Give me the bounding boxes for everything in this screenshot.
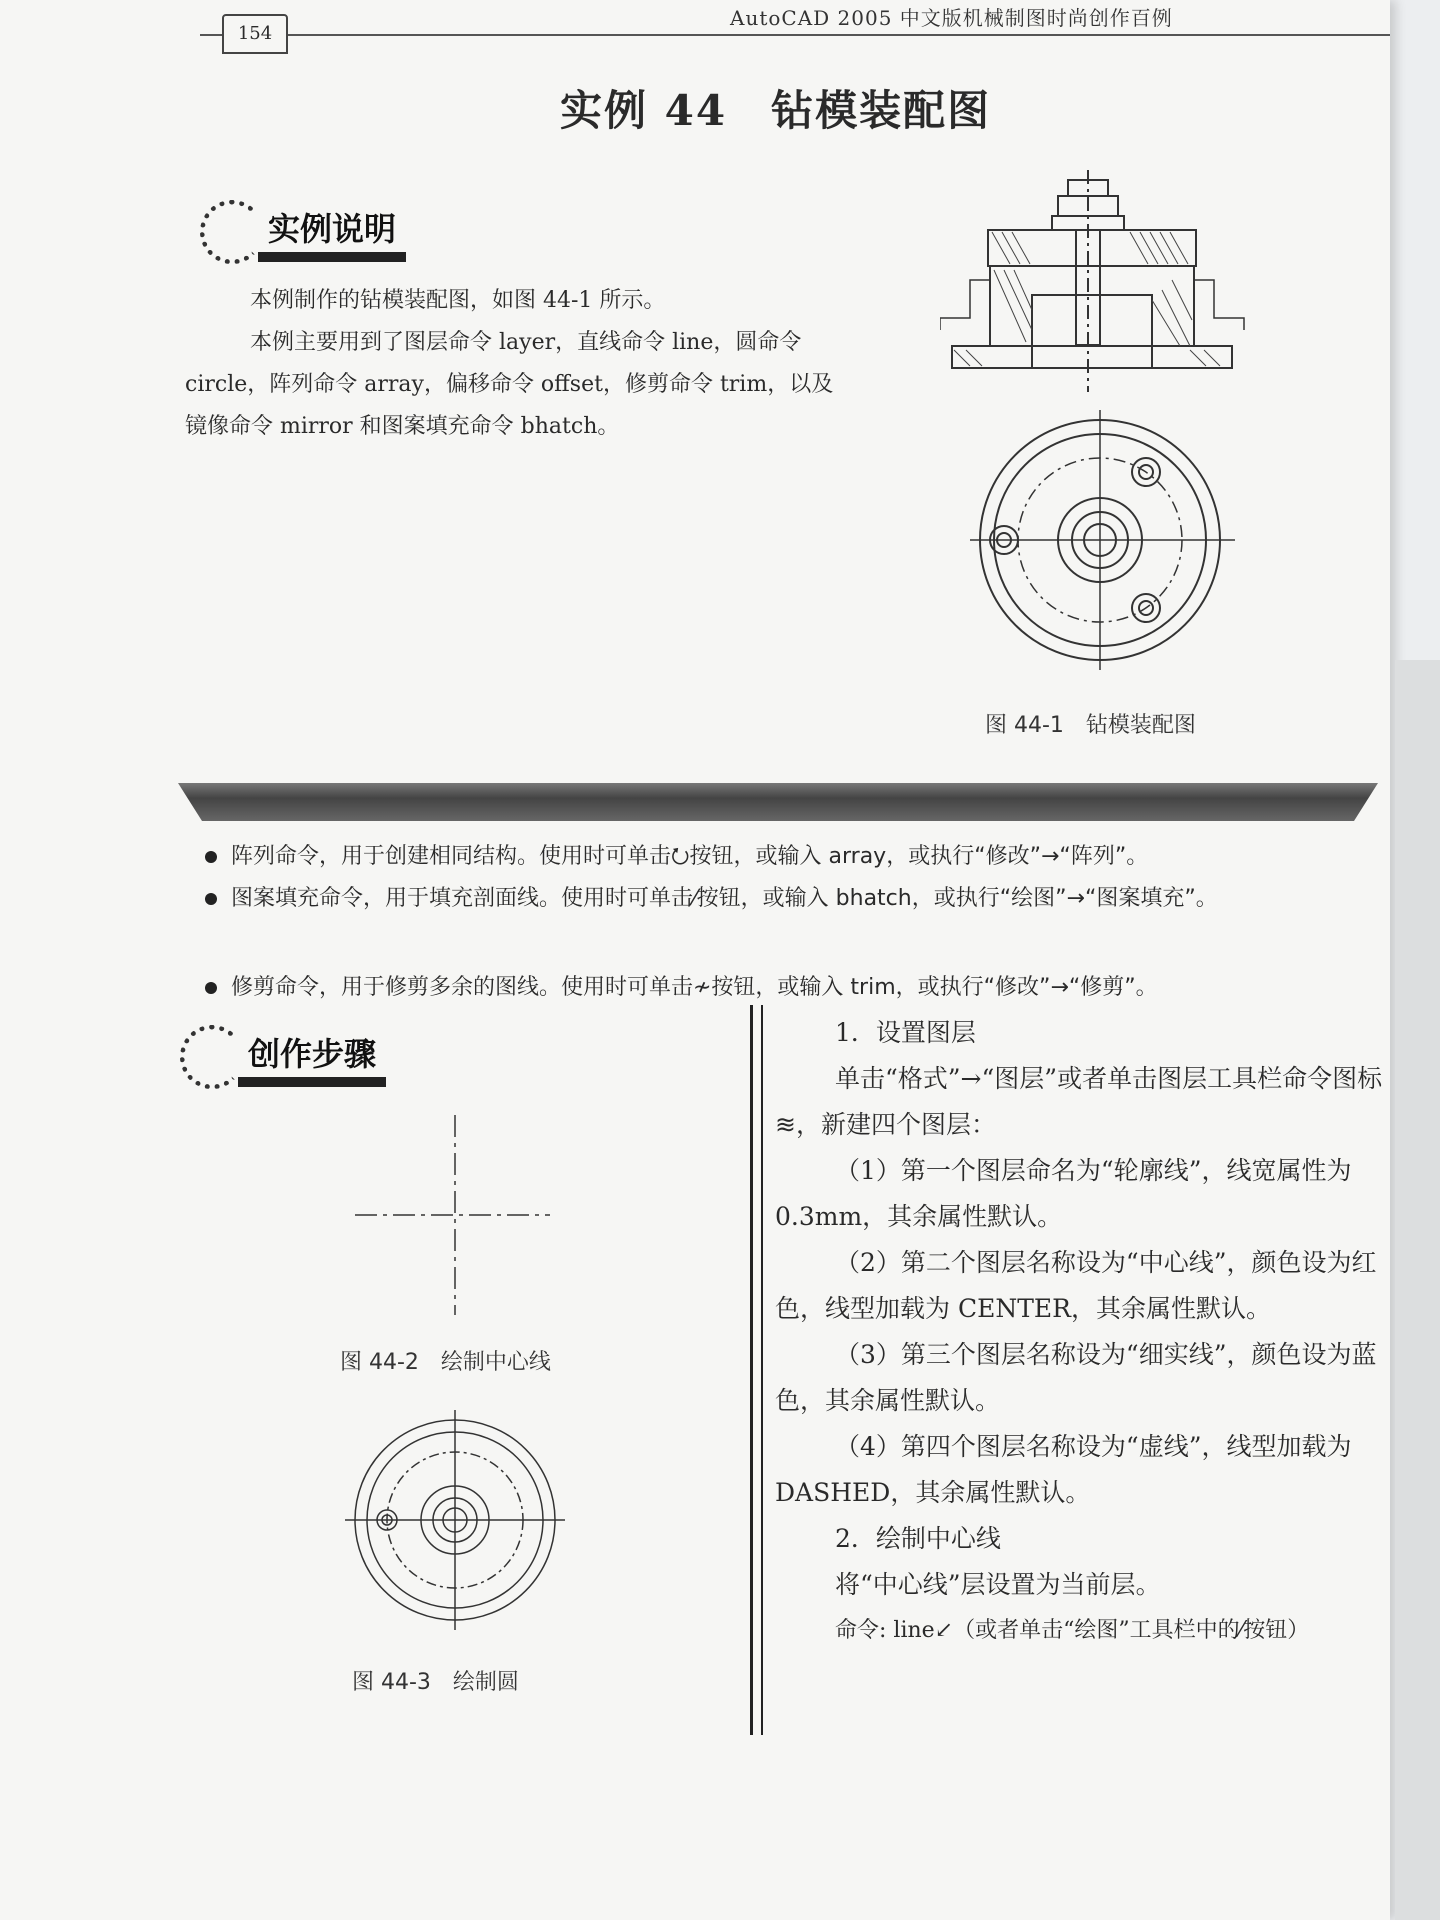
page-title: 实例 44 钻模装配图: [560, 86, 992, 135]
column-rule: [750, 1005, 763, 1735]
intro-paragraph-1: 本例制作的钻模装配图，如图 44-1 所示。: [250, 288, 666, 313]
section-divider: [178, 783, 1378, 821]
layer-4-text: （4）第四个图层名称设为“虚线”，线型加载为 DASHED，其余属性默认。: [775, 1432, 1352, 1507]
section-tag-example: [200, 200, 406, 264]
bullet-text: 修剪命令，用于修剪多余的图线。使用时可单击≁按钮，或输入 trim，或执行“修改”→“修剪”。: [231, 975, 1158, 1000]
book-title: AutoCAD 2005 中文版机械制图时尚创作百例: [730, 6, 1173, 30]
bullet-dot: [205, 982, 217, 994]
section-label: 创作步骤: [238, 1027, 386, 1087]
section-label: 实例说明: [258, 202, 406, 262]
step-1-intro: 单击“格式”→“图层”或者单击图层工具栏命令图标≋，新建四个图层：: [775, 1064, 1383, 1139]
layer-1-text: （1）第一个图层命名为“轮廓线”，线宽属性为 0.3mm，其余属性默认。: [775, 1156, 1352, 1231]
swirl-icon: [180, 1025, 244, 1089]
bullet-array: [205, 835, 1375, 879]
page-edge: [1395, 660, 1440, 1920]
figure-44-3-caption: 图 44-3 绘制圆: [352, 1670, 519, 1695]
page-header: [200, 0, 1390, 36]
steps-column: [775, 1010, 1385, 1654]
layer-2-text: （2）第二个图层名称设为“中心线”，颜色设为红色，线型加载为 CENTER，其余属性默认。: [775, 1248, 1377, 1323]
bullet-text: 阵列命令，用于创建相同结构。使用时可单击⭮按钮，或输入 array，或执行“修改”→“阵列”。: [231, 844, 1149, 869]
command-line: 命令: line↙（或者单击“绘图”工具栏中的⁄按钮）: [835, 1618, 1310, 1643]
bullet-text: 图案填充命令，用于填充剖面线。使用时可单击⁄按钮，或输入 bhatch，或执行“绘图”→“图案填充”。: [231, 886, 1218, 911]
figure-44-2-caption: 图 44-2 绘制中心线: [340, 1350, 551, 1375]
page-number: 154: [222, 14, 288, 54]
bullet-dot: [205, 851, 217, 863]
layer-3-text: （3）第三个图层名称设为“细实线”，颜色设为蓝色，其余属性默认。: [775, 1340, 1377, 1415]
step-2-title: 2．绘制中心线: [835, 1524, 1001, 1553]
section-tag-steps: [180, 1025, 386, 1089]
bullet-dot: [205, 893, 217, 905]
figure-44-1-drawing: [940, 170, 1260, 690]
swirl-icon: [200, 200, 264, 264]
figure-44-3-drawing: [345, 1410, 565, 1630]
intro-paragraph-2: 本例主要用到了图层命令 layer，直线命令 line，圆命令 circle，阵列命令 array，偏移命令 offset，修剪命令 trim，以及镜像命令 mirror 和图案填充命令 bhatch。: [185, 330, 834, 439]
bullet-bhatch: [175, 877, 1375, 921]
bullet-trim: [205, 966, 1375, 1010]
figure-44-2-drawing: [355, 1115, 555, 1315]
step-2-text: 将“中心线”层设置为当前层。: [835, 1570, 1161, 1599]
step-1-title: 1．设置图层: [835, 1018, 976, 1047]
figure-44-1-caption: 图 44-1 钻模装配图: [985, 713, 1196, 738]
